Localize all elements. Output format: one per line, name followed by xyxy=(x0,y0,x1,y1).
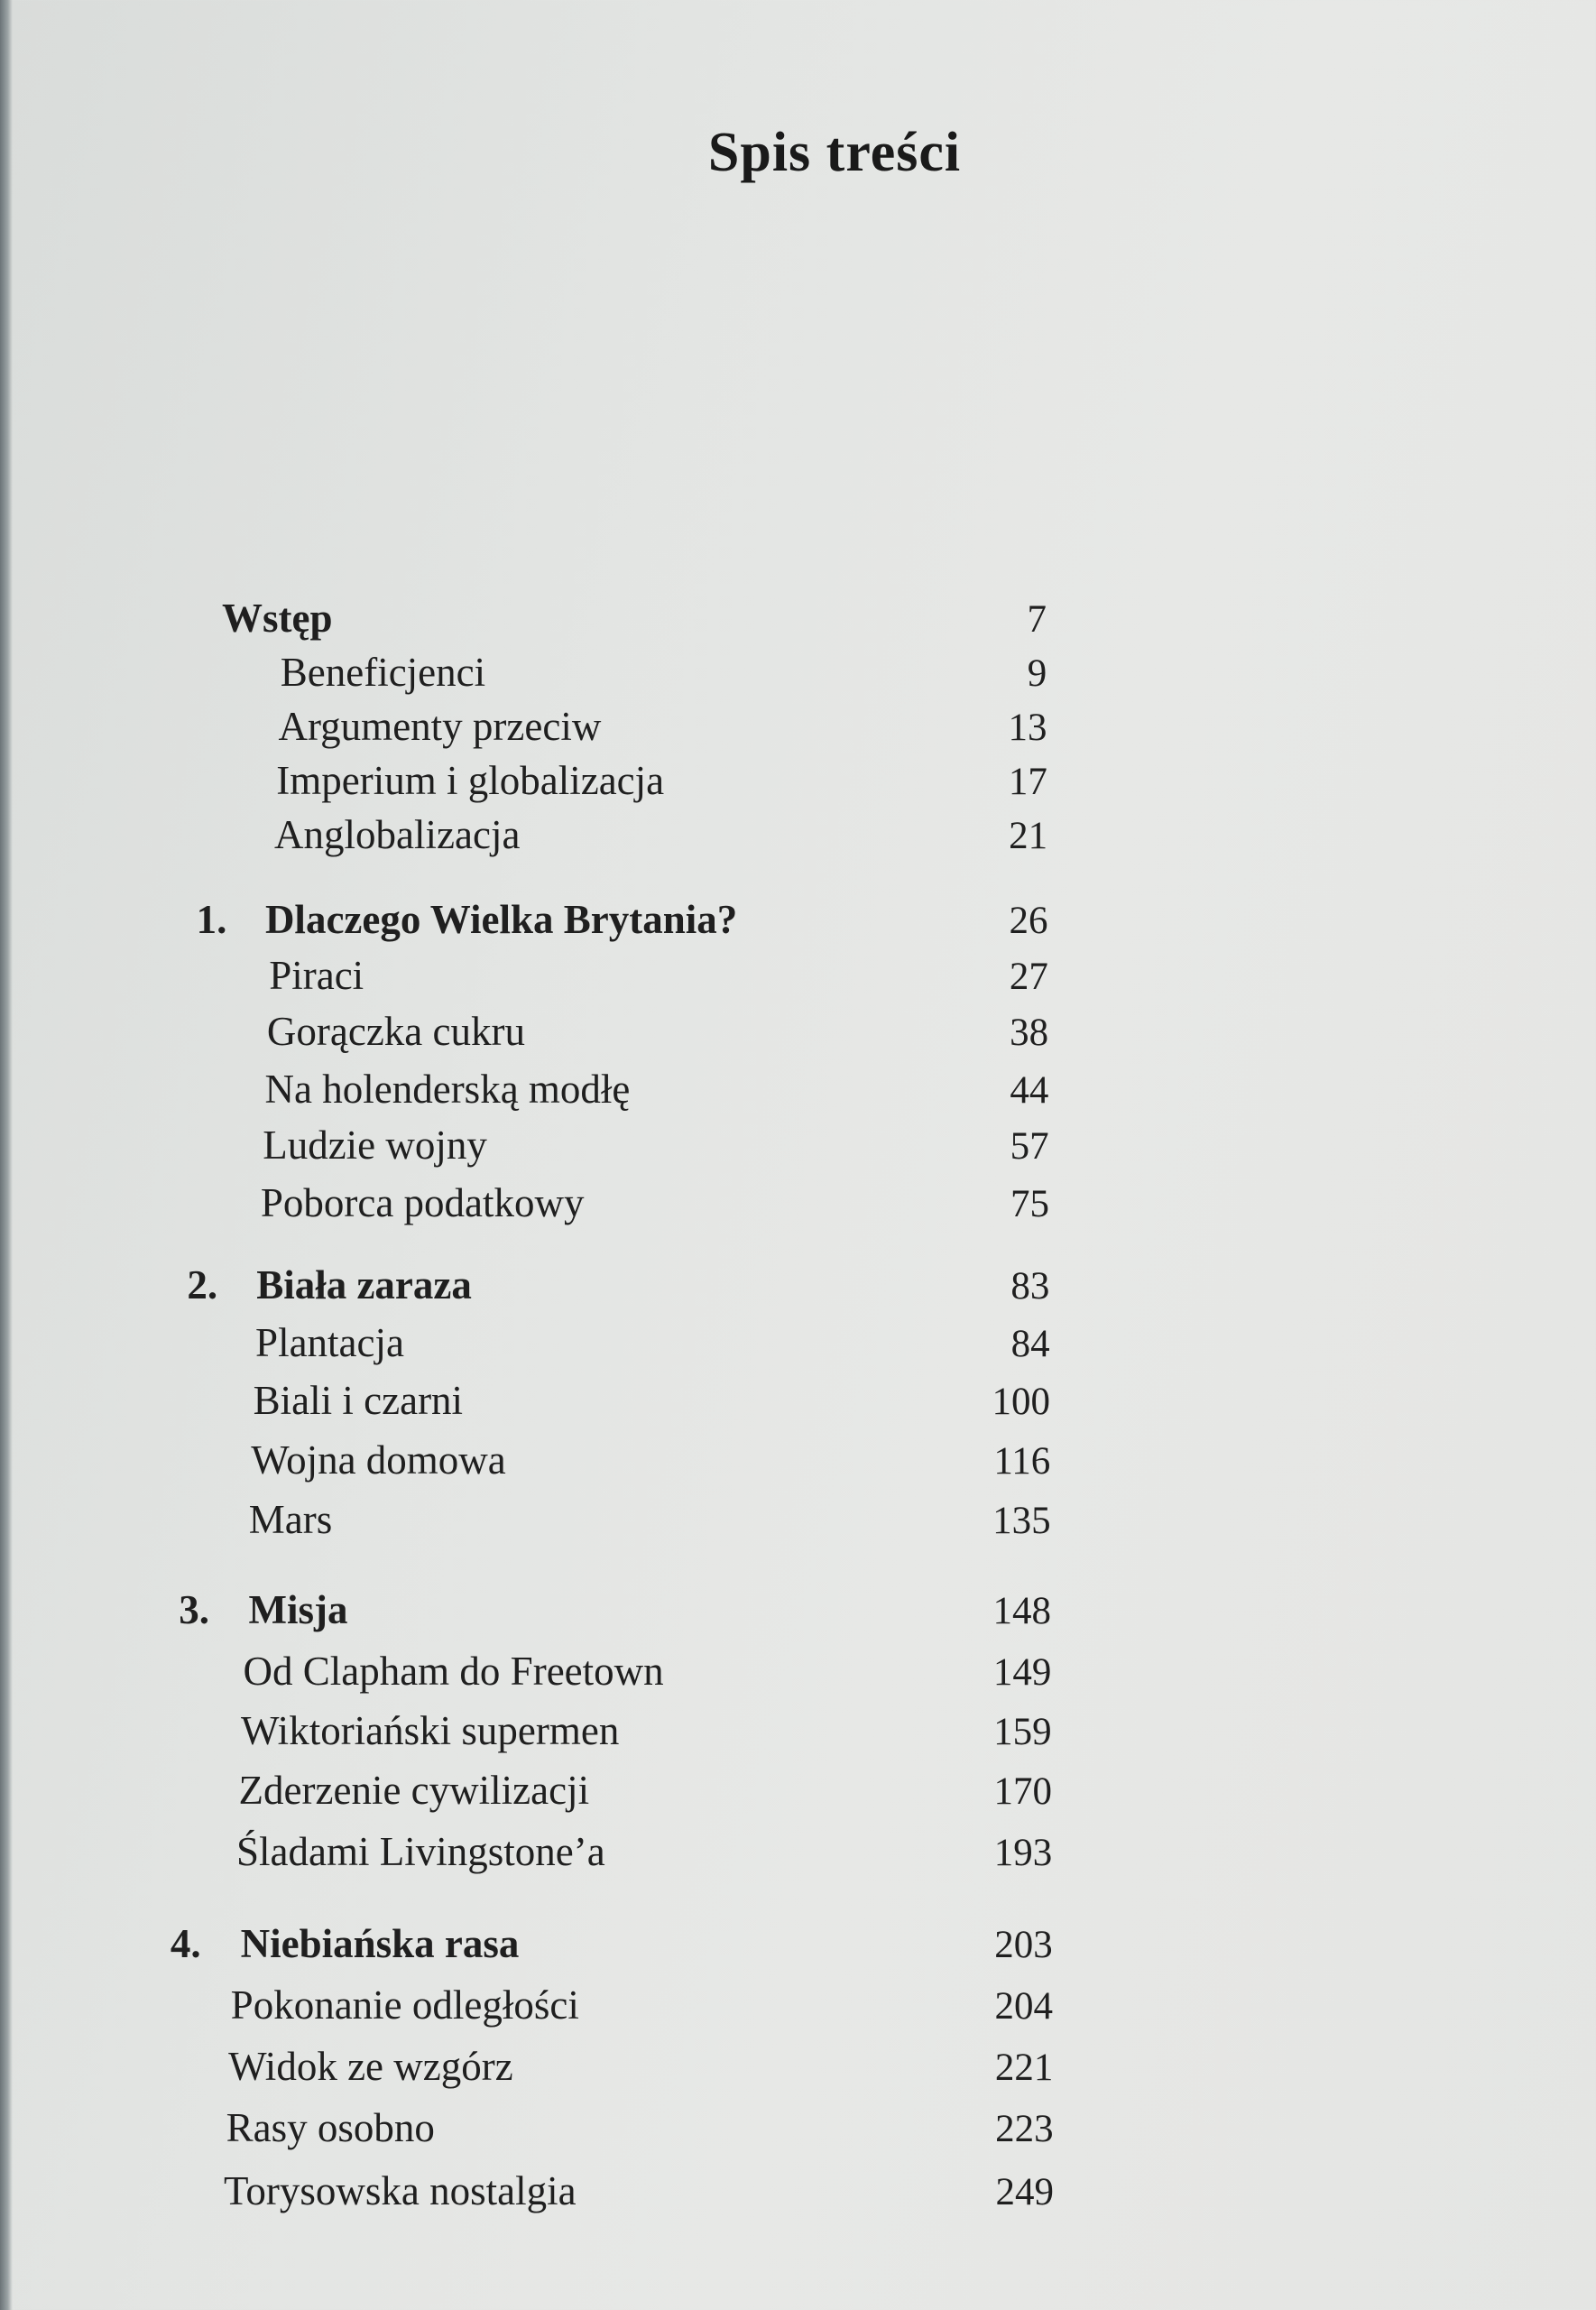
toc-entry-label: Wiktoriański supermen xyxy=(241,1708,620,1753)
toc-page-number: 149 xyxy=(992,1651,1052,1694)
toc-page-number: 75 xyxy=(1010,1183,1049,1225)
toc-page-number: 83 xyxy=(1010,1265,1050,1307)
toc-entry-label: Widok ze wzgórz xyxy=(228,2044,513,2089)
toc-page-number: 135 xyxy=(992,1500,1051,1542)
toc-page-number: 27 xyxy=(1009,956,1048,998)
toc-entry-label: Torysowska nostalgia xyxy=(224,2168,577,2213)
toc-page-number: 100 xyxy=(992,1381,1050,1423)
toc-page-number: 17 xyxy=(1008,761,1047,803)
toc-page-number: 38 xyxy=(1010,1012,1049,1054)
toc-entry-label: Mars xyxy=(248,1497,333,1542)
toc-entry-label: Argumenty przeciw xyxy=(278,704,602,749)
toc-entry-label: Na holenderską modłę xyxy=(264,1067,631,1112)
toc-entry-label: Wstęp xyxy=(222,596,333,641)
toc-entry-label: Piraci xyxy=(269,953,364,998)
toc-page-number: 26 xyxy=(1009,900,1048,942)
toc-page-number: 21 xyxy=(1009,815,1048,857)
page-title: Spis treści xyxy=(707,121,962,183)
toc-entry-label: Misja xyxy=(248,1587,348,1632)
toc-entry-label: Imperium i globalizacja xyxy=(276,758,665,803)
toc-entry-label: Zderzenie cywilizacji xyxy=(238,1768,590,1813)
toc-entry-label: Rasy osobno xyxy=(226,2105,435,2150)
toc-chapter-number: 1. xyxy=(196,897,227,942)
toc-page-number: 204 xyxy=(994,1985,1054,2028)
toc-entry-label: Niebiańska rasa xyxy=(240,1921,520,1966)
toc-page-number: 223 xyxy=(995,2108,1054,2150)
toc-page-number: 13 xyxy=(1008,707,1047,749)
toc-page-number: 148 xyxy=(992,1590,1052,1632)
toc-page-number: 44 xyxy=(1010,1069,1049,1112)
toc-page-number: 193 xyxy=(993,1832,1053,1874)
toc-chapter-number: 2. xyxy=(187,1262,218,1307)
toc-page-number: 84 xyxy=(1010,1323,1050,1365)
toc-entry-label: Ludzie wojny xyxy=(263,1123,487,1168)
toc-entry-label: Plantacja xyxy=(255,1320,404,1365)
toc-entry-label: Od Clapham do Freetown xyxy=(243,1649,664,1694)
toc-entry-label: Śladami Livingstone’a xyxy=(236,1829,605,1874)
toc-page-number: 57 xyxy=(1010,1125,1049,1168)
toc-entry-label: Biali i czarni xyxy=(253,1378,464,1423)
toc-page-number: 221 xyxy=(994,2047,1054,2089)
toc-page-number: 249 xyxy=(995,2171,1054,2213)
toc-chapter-number: 4. xyxy=(170,1921,201,1966)
toc-entry-label: Biała zaraza xyxy=(256,1262,472,1307)
toc-entry-label: Gorączka cukru xyxy=(266,1009,525,1054)
toc-entry-label: Wojna domowa xyxy=(251,1437,506,1483)
toc-page-number: 7 xyxy=(1027,598,1047,641)
toc-page-number: 170 xyxy=(993,1770,1052,1813)
toc-entry-label: Pokonanie odległości xyxy=(230,1982,579,2028)
toc-entry-label: Anglobalizacja xyxy=(274,812,521,857)
toc-chapter-number: 3. xyxy=(179,1587,209,1632)
toc-page-number: 203 xyxy=(994,1924,1053,1966)
toc-entry-label: Beneficjenci xyxy=(280,650,486,695)
toc-page-number: 116 xyxy=(993,1440,1051,1483)
toc-entry-label: Dlaczego Wielka Brytania? xyxy=(264,897,738,942)
toc-page-number: 159 xyxy=(993,1711,1052,1753)
toc-entry-label: Poborca podatkowy xyxy=(260,1180,585,1225)
toc-page-number: 9 xyxy=(1027,652,1047,695)
